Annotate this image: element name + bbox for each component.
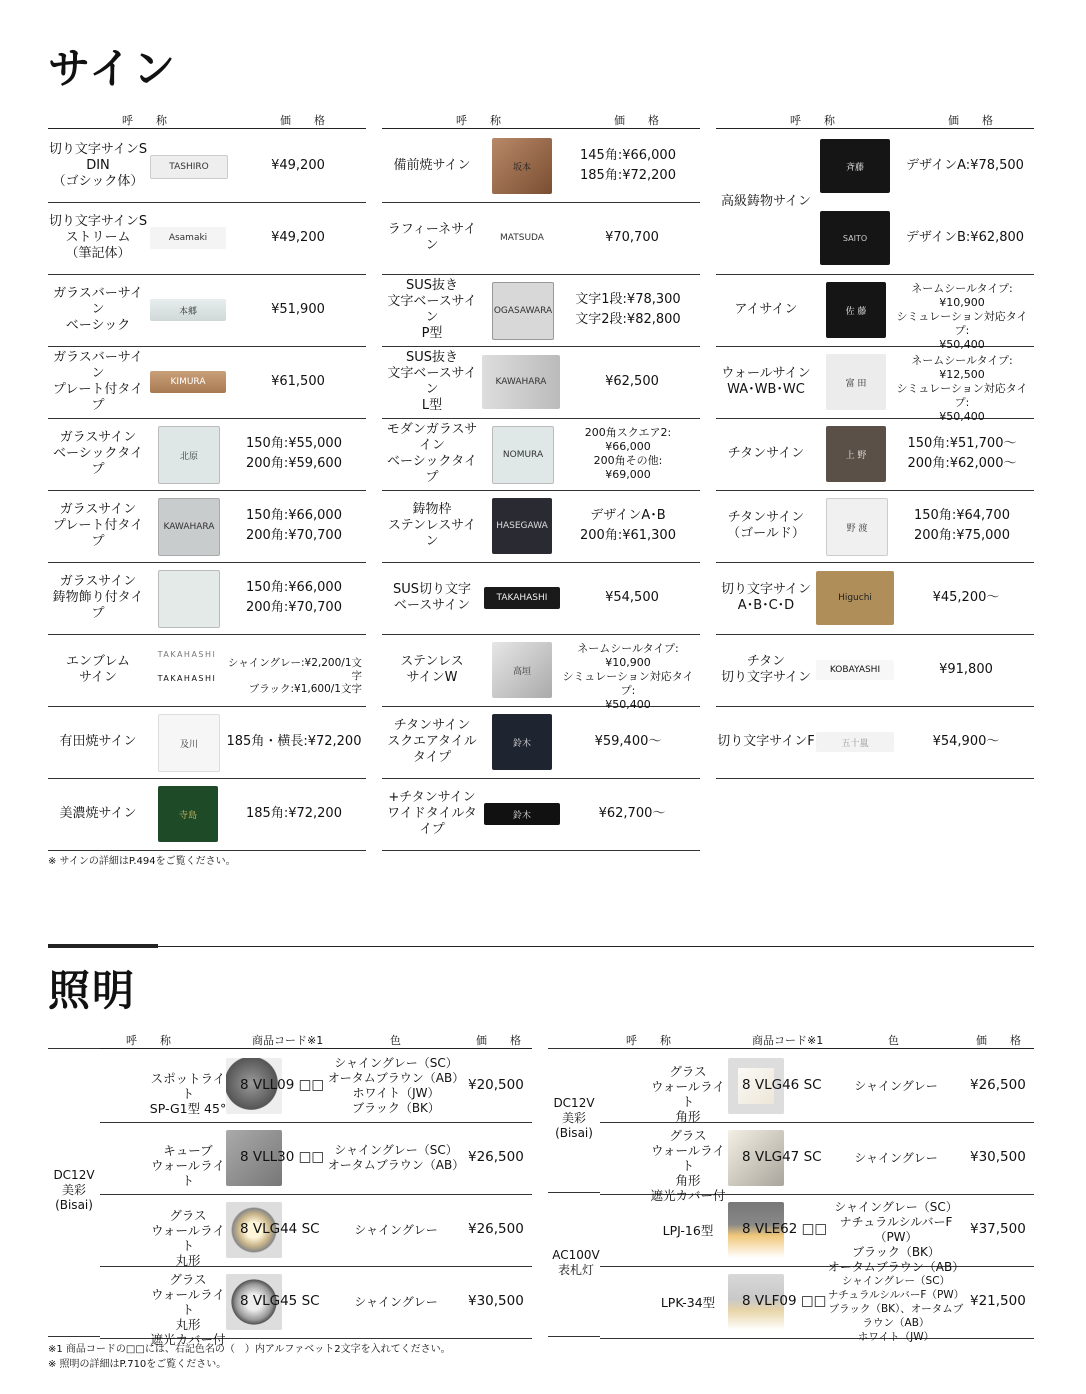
lighting-row — [100, 1194, 532, 1267]
sign-price-2: デザインB:¥62,800 — [905, 230, 1025, 245]
sign-row — [382, 418, 700, 491]
sign-name: ウォールサイン WA･WB･WC — [721, 366, 811, 397]
sign-price: ネームシールタイプ: ¥10,900 シミュレーション対応タイプ: ¥50,400 — [896, 282, 1028, 351]
sign-price: ¥62,500 — [605, 374, 659, 389]
sign-price: デザインA:¥78,500 — [906, 158, 1024, 173]
lighting-color: シャイングレー — [854, 1150, 938, 1165]
sign-price: 185角:¥72,200 — [246, 806, 342, 821]
sign-price: 150角:¥66,000 200角:¥70,700 — [246, 580, 342, 615]
sign-product-image: 高垣 — [492, 642, 552, 698]
sign-price: 150角:¥55,000 200角:¥59,600 — [246, 436, 342, 471]
sign-row — [382, 274, 700, 347]
sign-name: チタンサイン — [727, 446, 805, 461]
header-price: 価 格 — [280, 114, 331, 127]
sign-product-image: Asamaki — [150, 227, 226, 249]
lighting-price: ¥37,500 — [970, 1221, 1026, 1237]
lighting-code: 8 VLL30 □□ — [240, 1149, 325, 1165]
sign-row — [716, 274, 1034, 351]
sign-product-image — [158, 570, 220, 628]
header-price: 価 格 — [614, 114, 665, 127]
sign-row — [716, 490, 1034, 563]
lighting-price: ¥20,500 — [468, 1077, 524, 1093]
sign-price: ネームシールタイプ: ¥12,500 シミュレーション対応タイプ: ¥50,400 — [896, 354, 1028, 423]
lighting-row — [600, 1050, 1034, 1123]
lighting-note-2: ※ 照明の詳細はP.710をご覧ください。 — [48, 1359, 227, 1370]
sign-price: ¥61,500 — [271, 374, 325, 389]
sign-product-image: TAKAHASHI — [484, 587, 560, 609]
lighting-price: ¥26,500 — [468, 1149, 524, 1165]
sign-row — [382, 202, 700, 275]
sign-row — [48, 418, 366, 491]
sign-row — [716, 706, 1034, 779]
sign-row — [48, 346, 366, 419]
section-title-lighting: 照明 — [48, 966, 137, 1015]
lighting-name: スポットライト SP-G1型 45° — [149, 1071, 227, 1116]
sign-price: ¥54,900〜 — [932, 734, 1000, 749]
lighting-name: グラス ウォールライト 角形 — [651, 1063, 725, 1124]
sign-name: SUS抜き 文字ベースサイン L型 — [387, 350, 477, 413]
lighting-table-header — [548, 1030, 1034, 1049]
header-code: 商品コード※1 — [752, 1034, 824, 1047]
sign-table-header — [382, 110, 700, 129]
sign-product-image: HASEGAWA — [492, 498, 552, 554]
sign-price: 150角:¥64,700 200角:¥75,000 — [914, 508, 1010, 543]
sign-product-image: 富 田 — [826, 354, 886, 410]
group-line — [548, 1192, 600, 1193]
lighting-name: LPK-34型 — [660, 1294, 716, 1310]
sign-row — [48, 274, 366, 347]
group-line — [48, 1336, 100, 1337]
sign-product-image: 上 野 — [826, 426, 886, 482]
sign-name: ガラスサイン ベーシックタイプ — [53, 430, 143, 477]
sign-product-image: TASHIRO — [150, 155, 228, 179]
sign-price: デザインA･B 200角:¥61,300 — [580, 508, 676, 543]
header-color: 色 — [888, 1034, 905, 1047]
sign-table-header — [48, 110, 366, 129]
sign-product-image: 鈴木 — [484, 803, 560, 825]
sign-price: ¥54,500 — [605, 590, 659, 605]
sign-price: 150角:¥51,700〜 200角:¥62,000〜 — [907, 436, 1017, 471]
lighting-color: シャイングレー（SC） ナチュラルシルバーF（PW） ブラック（BK） オータムブラウン（AB） — [827, 1200, 965, 1274]
sign-price: 185角・横長:¥72,200 — [226, 734, 362, 749]
sign-name: 切り文字サインF — [717, 734, 815, 749]
sign-name: 切り文字サインS ストリーム （筆記体） — [48, 214, 148, 261]
lighting-name: グラス ウォールライト 角形 遮光カバー付 — [650, 1128, 726, 1203]
sign-product-image: 野 渡 — [826, 498, 888, 556]
lighting-price: ¥21,500 — [970, 1293, 1026, 1309]
header-name: 呼 称 — [122, 114, 173, 127]
lighting-group-dc12v-right: DC12V 美彩 (Bisai) — [553, 1096, 595, 1140]
lighting-row — [600, 1266, 1034, 1343]
sign-name: 切り文字サイン A･B･C･D — [720, 582, 812, 613]
header-price: 価 格 — [948, 114, 999, 127]
sign-price: ¥70,700 — [605, 230, 659, 245]
sign-price: ¥51,900 — [271, 302, 325, 317]
lighting-price: ¥30,500 — [970, 1149, 1026, 1165]
sign-name: +チタンサイン ワイドタイルタイプ — [387, 790, 477, 837]
sign-name: ガラスサイン プレート付タイプ — [52, 502, 144, 549]
sign-product-image: 五十嵐 — [816, 732, 894, 752]
sign-name: ラフィーネサイン — [387, 222, 477, 253]
header-name: 呼 称 — [126, 1034, 177, 1047]
header-price: 価 格 — [976, 1034, 1027, 1047]
lighting-code: 8 VLG45 SC — [240, 1293, 320, 1309]
sign-product-image: 鈴木 — [492, 714, 552, 770]
lighting-name: LPJ-16型 — [662, 1222, 714, 1238]
sign-product-image: KOBAYASHI — [816, 660, 894, 680]
sign-row — [382, 346, 700, 419]
sign-row — [716, 346, 1034, 423]
sign-row — [716, 562, 1034, 635]
lighting-group-ac100v: AC100V 表札灯 — [552, 1248, 600, 1277]
sign-price: ¥91,800 — [939, 662, 993, 677]
sign-price: 200角スクエア2: ¥66,000 200角その他: ¥69,000 — [584, 426, 672, 481]
sign-row — [48, 562, 366, 635]
sign-price: ¥49,200 — [271, 230, 325, 245]
section-rule-thin — [158, 946, 1034, 947]
sign-price: 文字1段:¥78,300 文字2段:¥82,800 — [575, 292, 681, 327]
lighting-code: 8 VLF09 □□ — [742, 1293, 827, 1309]
sign-row — [382, 778, 700, 851]
sign-price: ¥49,200 — [271, 158, 325, 173]
sign-row — [382, 562, 700, 635]
lighting-code: 8 VLG44 SC — [240, 1221, 320, 1237]
emblem-text-black: TAKAHASHI — [157, 674, 217, 683]
sign-name: モダンガラスサイン ベーシックタイプ — [386, 422, 478, 485]
sign-name: SUS切り文字 ベースサイン — [392, 582, 472, 613]
lighting-code: 8 VLG47 SC — [742, 1149, 822, 1165]
sign-name: チタンサイン （ゴールド） — [727, 510, 805, 541]
sign-row — [48, 778, 366, 851]
lighting-color: シャイングレー（SC） オータムブラウン（AB） ホワイト（JW） ブラック（BK） — [327, 1056, 465, 1115]
header-code: 商品コード※1 — [252, 1034, 324, 1047]
lighting-row — [600, 1122, 1034, 1203]
lighting-row — [600, 1194, 1034, 1274]
lighting-group-dc12v-left: DC12V 美彩 (Bisai) — [53, 1168, 95, 1212]
group-line — [48, 1048, 100, 1049]
emblem-text-gray: TAKAHASHI — [157, 650, 217, 659]
sign-name: ステンレス サインW — [400, 654, 464, 685]
sign-row — [382, 634, 700, 711]
lighting-row — [100, 1122, 532, 1195]
sign-price: ¥59,400〜 — [594, 734, 662, 749]
lighting-code: 8 VLG46 SC — [742, 1077, 822, 1093]
sign-product-image: 寺島 — [158, 786, 218, 842]
sign-price: シャイングレー:¥2,200/1文字 ブラック:¥1,600/1文字 — [227, 657, 362, 695]
lighting-code: 8 VLE62 □□ — [742, 1221, 828, 1237]
sign-product-image: NOMURA — [492, 426, 554, 484]
sign-price: ネームシールタイプ: ¥10,900 シミュレーション対応タイプ: ¥50,400 — [562, 642, 694, 711]
sign-product-image: MATSUDA — [484, 227, 560, 249]
sign-name: ガラスバーサイン プレート付タイプ — [52, 350, 144, 413]
lighting-table-header — [48, 1030, 532, 1049]
sign-name: エンブレム サイン — [66, 654, 130, 685]
sign-row — [382, 130, 700, 203]
sign-product-image: KAWAHARA — [482, 355, 560, 409]
sign-price: ¥62,700〜 — [598, 806, 666, 821]
sign-product-image: 及川 — [158, 714, 220, 772]
sign-row — [716, 130, 1034, 275]
lighting-color: シャイングレー — [354, 1294, 438, 1309]
sign-name: SUS抜き 文字ベースサイン P型 — [387, 278, 477, 341]
header-name: 呼 称 — [790, 114, 841, 127]
section-rule-thick — [48, 944, 158, 948]
sign-note: ※ サインの詳細はP.494をご覧ください。 — [48, 856, 236, 867]
sign-name: チタンサイン スクエアタイルタイプ — [387, 718, 477, 765]
sign-product-image: KIMURA — [150, 371, 226, 393]
lighting-color: シャイングレー（SC） ナチュラルシルバーF（PW） ブラック（BK）、オータムブラウン（AB） ホワイト（JW） — [827, 1275, 965, 1343]
sign-row — [716, 634, 1034, 707]
group-line — [548, 1048, 600, 1049]
sign-name: 切り文字サインS DIN （ゴシック体） — [48, 142, 148, 189]
sign-table-header — [716, 110, 1034, 129]
header-price: 価 格 — [476, 1034, 527, 1047]
lighting-price: ¥30,500 — [468, 1293, 524, 1309]
lighting-color: シャイングレー — [854, 1078, 938, 1093]
header-color: 色 — [390, 1034, 407, 1047]
sign-product-image: 佐 藤 — [826, 282, 886, 338]
sign-row — [48, 634, 366, 707]
lighting-row — [100, 1050, 532, 1123]
section-title-sign: サイン — [48, 44, 178, 93]
sign-product-image-2: SAITO — [820, 211, 890, 265]
lighting-code: 8 VLL09 □□ — [240, 1077, 325, 1093]
lighting-name: キューブ ウォールライト — [151, 1143, 225, 1188]
sign-name: 美濃焼サイン — [59, 806, 137, 821]
sign-name: 備前焼サイン — [393, 158, 471, 173]
sign-name: 有田焼サイン — [59, 734, 137, 749]
header-name: 呼 称 — [456, 114, 507, 127]
sign-name: ガラスサイン 鋳物飾り付タイプ — [52, 574, 144, 621]
lighting-name: グラス ウォールライト 丸形 遮光カバー付 — [150, 1272, 226, 1347]
lighting-color: シャイングレー — [354, 1222, 438, 1237]
sign-product-image: OGASAWARA — [492, 282, 554, 340]
sign-row — [716, 418, 1034, 491]
sign-price: 145角:¥66,000 185角:¥72,200 — [580, 148, 676, 183]
header-name: 呼 称 — [626, 1034, 677, 1047]
sign-product-image: KAWAHARA — [158, 498, 220, 556]
group-line — [548, 1336, 600, 1337]
lighting-note-1: ※1 商品コードの□□には、右記色名の（ ）内アルファベット2文字を入れてください。 — [48, 1344, 451, 1355]
lighting-row — [100, 1266, 532, 1347]
sign-row — [382, 706, 700, 779]
lighting-price: ¥26,500 — [970, 1077, 1026, 1093]
sign-row — [48, 706, 366, 779]
sign-product-image: 坂本 — [492, 138, 552, 194]
sign-row — [382, 490, 700, 563]
lighting-color: シャイングレー（SC） オータムブラウン（AB） — [327, 1143, 465, 1172]
sign-name: チタン 切り文字サイン — [720, 654, 812, 685]
sign-product-image: 北原 — [158, 426, 220, 484]
sign-product-image: 斉藤 — [820, 139, 890, 193]
sign-product-image: 本郷 — [150, 299, 226, 321]
lighting-price: ¥26,500 — [468, 1221, 524, 1237]
sign-row — [48, 202, 366, 275]
sign-row — [48, 130, 366, 203]
sign-row — [48, 490, 366, 563]
sign-name: ガラスバーサイン ベーシック — [53, 286, 143, 333]
sign-name: 鋳物枠 ステンレスサイン — [387, 502, 477, 549]
sign-price: 150角:¥66,000 200角:¥70,700 — [246, 508, 342, 543]
sign-product-image: Higuchi — [816, 571, 894, 625]
lighting-name: グラス ウォールライト 丸形 — [151, 1207, 225, 1268]
sign-price: ¥45,200〜 — [932, 590, 1000, 605]
sign-name: 高級鋳物サイン — [720, 194, 812, 209]
sign-name: アイサイン — [734, 302, 798, 317]
